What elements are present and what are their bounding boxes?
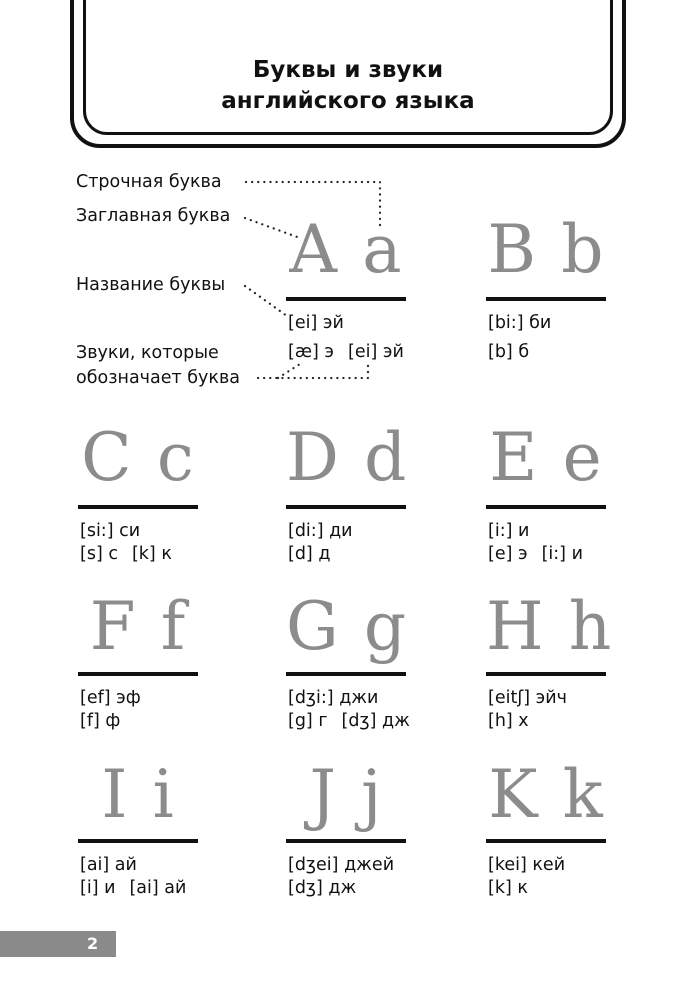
- page-title-line1: Буквы и звуки: [252, 57, 444, 83]
- letter-sound: [s] с: [80, 544, 118, 564]
- letter-rule: [486, 505, 606, 509]
- letter-sound: [f] ф: [80, 711, 121, 731]
- letter-sounds: [288, 341, 404, 363]
- letter-pair: D d: [286, 419, 413, 496]
- letter-sounds: [488, 341, 529, 363]
- letter-sounds: [488, 710, 529, 732]
- letter-sounds: [80, 543, 172, 565]
- letter-sounds: [288, 543, 330, 565]
- letter-name: [ef] эф: [80, 688, 141, 708]
- letter-rule: [78, 839, 198, 843]
- letter-sound: [k] к: [488, 878, 528, 898]
- leader-sounds: [258, 364, 368, 378]
- letter-pair: C c: [81, 419, 200, 496]
- leader-name: [245, 286, 287, 316]
- letter-sound: [b] б: [488, 342, 530, 362]
- letter-rule: [486, 672, 606, 676]
- letter-name: [i:] и: [488, 521, 530, 541]
- letter-name: [di:] ди: [288, 521, 353, 541]
- page-title-line2: английского языка: [221, 88, 475, 114]
- letter-sounds: [80, 877, 186, 899]
- letter-pair: I i: [101, 756, 180, 833]
- letter-sound: [d] д: [288, 544, 331, 564]
- letter-sound: [e] э: [488, 544, 528, 564]
- page-number-bar: [0, 931, 116, 957]
- letter-sounds: [288, 877, 356, 899]
- letter-sounds: [80, 710, 120, 732]
- letter-name: [kei] кей: [488, 855, 566, 875]
- leader-sounds-left: [278, 364, 300, 378]
- letter-sound: [ei] эй: [348, 342, 404, 362]
- letter-sound: [dʒ] дж: [341, 711, 410, 731]
- letter-name: [ei] эй: [288, 313, 344, 333]
- letter-sound: [g] г: [288, 711, 328, 731]
- letter-rule: [486, 297, 606, 301]
- letter-name: [bi:] би: [488, 313, 552, 333]
- letter-rule: [286, 839, 406, 843]
- letter-pair: E e: [489, 419, 608, 496]
- letter-pair: H h: [486, 588, 618, 665]
- legend-lowercase: Строчная буква: [76, 172, 222, 192]
- letter-name: [dʒei] джей: [288, 855, 395, 875]
- legend-name: Название буквы: [76, 275, 226, 295]
- letter-sound: [æ] э: [288, 342, 335, 362]
- letter-rule: [286, 672, 406, 676]
- letter-rule: [286, 297, 406, 301]
- letter-name: [eitʃ] эйч: [488, 688, 567, 708]
- letter-name: [si:] си: [80, 521, 141, 541]
- letter-sound: [h] х: [488, 711, 529, 731]
- letter-name: [dʒi:] джи: [288, 688, 379, 708]
- letter-sound: [dʒ] дж: [288, 878, 357, 898]
- letter-pair: G g: [286, 588, 413, 665]
- letter-pair: B b: [487, 211, 610, 288]
- legend-sounds-line1: Звуки, которые: [76, 343, 219, 363]
- letter-name: [ai] ай: [80, 855, 137, 875]
- page-number: 2: [87, 934, 99, 953]
- letter-sound: [i:] и: [541, 544, 583, 564]
- letter-sound: [i] и: [80, 878, 116, 898]
- letter-rule: [78, 672, 198, 676]
- letter-pair: A a: [289, 211, 408, 288]
- letter-rule: [486, 839, 606, 843]
- letter-sounds: [488, 543, 583, 565]
- letter-sounds: [288, 710, 410, 732]
- legend-uppercase: Заглавная буква: [76, 206, 231, 226]
- letter-sounds: [488, 877, 528, 899]
- letter-rule: [286, 505, 406, 509]
- letter-sound: [k] к: [131, 544, 172, 564]
- letter-sound: [ai] ай: [129, 878, 187, 898]
- legend-sounds-line2: обозначает буква: [76, 368, 241, 388]
- letter-pair: F f: [89, 588, 192, 665]
- letter-rule: [78, 505, 198, 509]
- letter-pair: K k: [488, 756, 609, 833]
- letter-pair: J j: [309, 756, 388, 833]
